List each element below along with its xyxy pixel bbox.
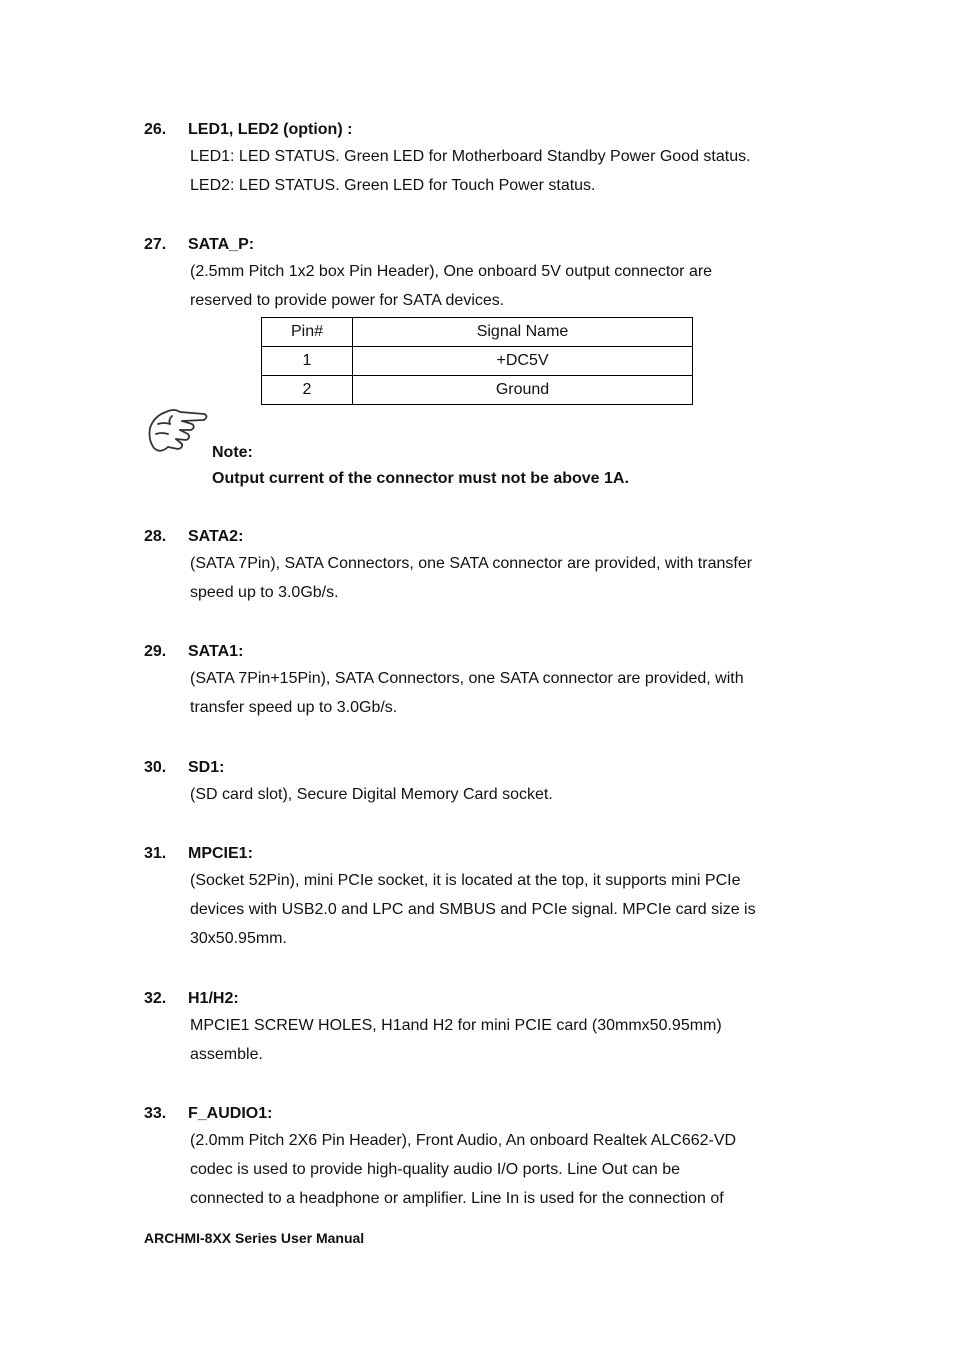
section-29 bbox=[144, 640, 824, 722]
section-text: connected to a headphone or amplifier. Line In is used for the connection of bbox=[190, 1190, 724, 1207]
section-text: reserved to provide power for SATA devices. bbox=[190, 292, 505, 309]
section-text: (SATA 7Pin), SATA Connectors, one SATA connector are provided, with transfer bbox=[190, 555, 753, 572]
section-26 bbox=[144, 118, 824, 200]
note-text: Output current of the connector must not be above 1A. bbox=[212, 470, 629, 487]
section-heading: 28. SATA2: bbox=[144, 528, 244, 545]
page-footer: ARCHMI-8XX Series User Manual bbox=[144, 1230, 365, 1246]
section-text: devices with USB2.0 and LPC and SMBUS and PCIe signal. MPCIe card size is bbox=[190, 901, 756, 918]
table-header-row bbox=[262, 318, 693, 347]
table-cell: +DC5V bbox=[353, 347, 693, 376]
table-cell: Ground bbox=[353, 376, 693, 405]
section-text: (2.5mm Pitch 1x2 box Pin Header), One onboard 5V output connector are bbox=[190, 263, 713, 280]
section-text: LED1: LED STATUS. Green LED for Motherboard Standby Power Good status. bbox=[190, 148, 751, 165]
section-text: MPCIE1 SCREW HOLES, H1and H2 for mini PCIE card (30mmx50.95mm) bbox=[190, 1017, 722, 1034]
note-label: Note: bbox=[212, 444, 253, 461]
table-row bbox=[262, 376, 693, 405]
section-heading: 30. SD1: bbox=[144, 759, 225, 776]
section-text: speed up to 3.0Gb/s. bbox=[190, 584, 339, 601]
section-text: (2.0mm Pitch 2X6 Pin Header), Front Audio, An onboard Realtek ALC662-VD bbox=[190, 1132, 737, 1149]
section-text: (SATA 7Pin+15Pin), SATA Connectors, one SATA connector are provided, with bbox=[190, 670, 744, 687]
section-text: (SD card slot), Secure Digital Memory Card socket. bbox=[190, 786, 553, 803]
section-heading: 27. SATA_P: bbox=[144, 236, 255, 253]
section-heading: 31. MPCIE1: bbox=[144, 845, 253, 862]
table-header-pin: Pin# bbox=[262, 318, 353, 347]
section-text: (Socket 52Pin), mini PCIe socket, it is located at the top, it supports mini PCIe bbox=[190, 872, 741, 889]
table-row bbox=[262, 347, 693, 376]
section-text: assemble. bbox=[190, 1046, 263, 1063]
table-cell: 1 bbox=[262, 347, 353, 376]
section-27 bbox=[144, 233, 824, 315]
sata-p-pin-table bbox=[261, 317, 693, 405]
pointing-hand-icon bbox=[146, 406, 210, 460]
table-header-signal: Signal Name bbox=[353, 318, 693, 347]
section-31 bbox=[144, 842, 824, 953]
section-heading: 26. LED1, LED2 (option) : bbox=[144, 121, 353, 138]
section-heading: 32. H1/H2: bbox=[144, 990, 239, 1007]
section-heading: 29. SATA1: bbox=[144, 643, 244, 660]
section-28 bbox=[144, 525, 824, 607]
section-text: codec is used to provide high-quality audio I/O ports. Line Out can be bbox=[190, 1161, 681, 1178]
table-cell: 2 bbox=[262, 376, 353, 405]
section-33 bbox=[144, 1102, 824, 1213]
section-text: 30x50.95mm. bbox=[190, 930, 287, 947]
section-text: LED2: LED STATUS. Green LED for Touch Power status. bbox=[190, 177, 596, 194]
section-30 bbox=[144, 756, 824, 809]
section-heading: 33. F_AUDIO1: bbox=[144, 1105, 273, 1122]
section-32 bbox=[144, 987, 824, 1069]
section-text: transfer speed up to 3.0Gb/s. bbox=[190, 699, 398, 716]
